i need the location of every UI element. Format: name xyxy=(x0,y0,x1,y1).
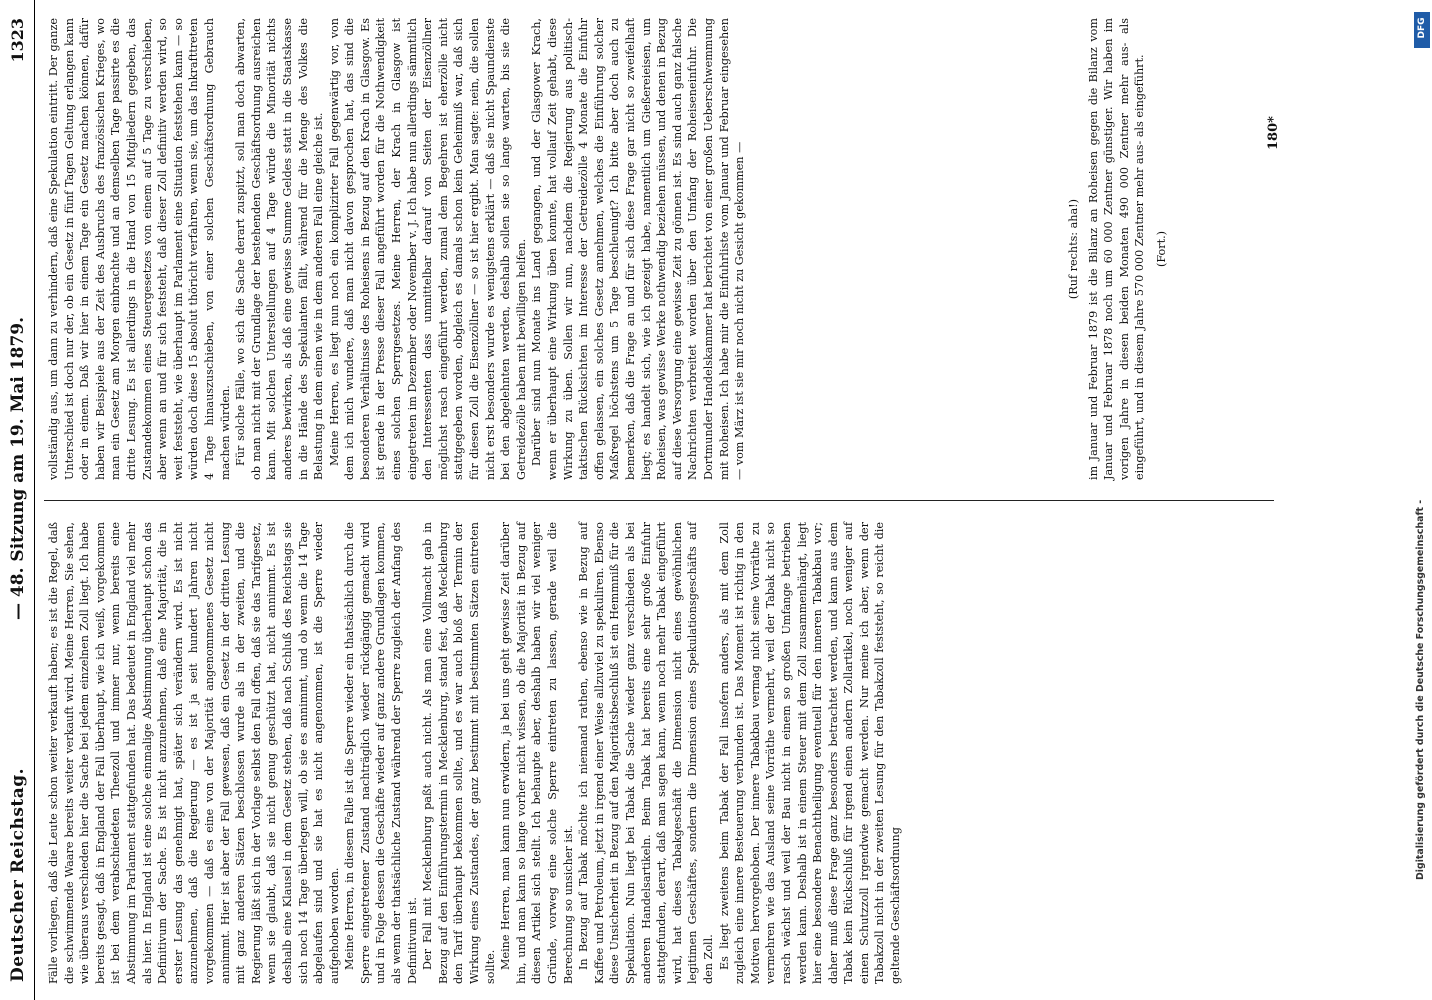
paragraph: Darüber sind nun Monate ins Land gegangen, und der Glasgower Krach, wenn er überhaupt eine Wirkung üben konnte, hat vollauf Zeit gehabt, diese Wirkung zu üben. Sollen wir nun, nachdem die Regierung aus politisch-taktischen Rücksichten im Interesse der Getreidezölle 4 Monate die Einfuhr offen gelassen, ein solches Gesetz annehmen, welches die Einführung solcher Maßregel höchstens um 5 Tage beschleunigt? Ich bitte aber doch auch zu bemerken, daß die Frage an und für sich diese Frage gar nicht so zweifelhaft liegt; es handelt sich, wie ich gezeigt habe, namentlich um Gießereieisen, um Roheisen, was gewisse Werke nothwendig beziehen müssen, und denen in Bezug auf diese Versorgung eine gewisse Zeit zu gönnen ist. Es sind auch ganz falsche Nachrichten verbreitet worden über den Umfang der Roheiseneinfuhr. Die Dortmunder Handelskammer hat berichtet von einer großen Ueberschwemmung mit Roheisen. Ich habe mir die Einfuhrliste vom Januar und Februar eingesehen — vom März ist sie mir noch nicht zu Gesicht gekommen — xyxy=(530,18,747,480)
logo-text: DFG xyxy=(1417,17,1427,39)
paragraph: Der Fall mit Mecklenburg paßt auch nicht. Als man eine Vollmacht gab in Bezug auf den Einführungstermin in Mecklenburg, stand fest, daß Mecklenburg den Tarif überhaupt bekommen sollte, und es war auch bloß der Termin der Wirkung eines Zustandes, der ganz bestimmt mit bestimmten Sätzen eintreten sollte. xyxy=(421,522,497,984)
right-column-lower xyxy=(1066,18,1170,480)
paragraph: Meine Herren, man kann nun erwidern, ja bei uns geht gewisse Zeit darüber hin, und man kann so lange vorher nicht wissen, ob die Majorität in Bezug auf diesen Artikel sich stellt. Ich behaupte aber, deshalb haben wir viel weniger Gründe, vorweg eine solche Sperre eintreten zu lassen, gerade weil die Berechnung so unsicher ist. xyxy=(499,522,575,984)
paragraph: In Bezug auf Tabak möchte ich niemand rathen, ebenso wie in Bezug auf Kaffee und Petroleum, jetzt in irgend einer Weise allzuviel zu spekuliren. Ebenso diese Unsicherheit in Bezug auf den Majoritätsbeschluß ist ein Hemmniß für die Spekulation. Nun liegt bei Tabak die Sache wieder ganz verschieden als bei anderen Handelsartikeln. Beim Tabak hat bereits eine sehr große Einfuhr stattgefunden, derart, daß man sagen kann, wenn noch mehr Tabak eingeführt wird, hat dieses Tabakgeschäft die Dimension nicht eines gewöhnlichen legitimen Geschäftes, sondern die Dimension eines Spekulationsgeschäfts auf den Zoll. xyxy=(577,522,715,984)
dfg-logo xyxy=(1414,12,1430,48)
paragraph: Meine Herren, es liegt nun noch ein komplizirter Fall gegenwärtig vor, von dem ich mich wundere, daß man nicht davon gesprochen hat, das sind die besonderen Verhältnisse des Roheisens in Bezug auf den Krach in Glasgow. Es ist gerade in der Presse dieser Fall angeführt worden für die Nothwendigkeit eines solchen Sperrgesetzes. Meine Herren, der Krach in Glasgow ist eingetreten im Dezember oder November v. J. Ich habe nun allerdings sämmtlich den Interessenten dass unmittelbar darauf von Seiten der Eisenzöllner möglichst rasch eingeführt werden, zumal dem Begehren ist eherzölle nicht stattgegeben worden, obgleich es damals schon kein Geheimniß war, daß sich für diesen Zoll die Eisenzöllner — so ist hier ergibt. Man sagte: nein, die sollen nicht erst besonders wurde es wenigstens erklärt — daß sie nicht Spaundienste bei den abgelehnten werden, deshalb sollen sie so lange warten, bis sie die Getreidezölle haben mit bewilligen helfen. xyxy=(327,18,528,480)
paragraph: im Januar und Februar 1879 ist die Bilanz an Roheisen gegen die Bilanz vom Januar und Februar 1878 noch um 60 000 Zentner günstiger. Wir haben im vorigen Jahre in diesen beiden Monaten 490 000 Zentner mehr aus- als eingeführt, und in diesem Jahre 570 000 Zentner mehr aus- als eingeführt. xyxy=(1086,18,1147,480)
paragraph: Es liegt zweitens beim Tabak der Fall insofern anders, als mit dem Zoll zugleich eine innere Besteuerung verbunden ist. Das Moment ist richtig in den Motiven hervorgehoben. Der innere Tabakbau vermag nicht seine Vorräthe zu vermehren wie das Ausland seine Vorräthe vermehrt, weil der Tabak nicht so rasch wächst und weil der Bau nicht in einem so großen Umfange betrieben werden kann. Deshalb ist in einem Steuer mit dem Zoll zusammenhängt, liegt hier eine besondere Benachtheiligung eventuell für den inneren Tabakbau vor; daher muß diese Frage ganz besonders betrachtet werden, und kann aus dem Tabak kein Rückschluß für irgend einen andern Zollartikel, noch weniger auf einen Schutzzoll irgendwie gemacht werden. Nur meine ich aber, wenn der Tabakzoll nicht in der zweiten Lesung für den Tabakzoll feststeht, so reicht die geltende Geschäftsordnung xyxy=(717,522,903,984)
continuation-note: (Fort.) xyxy=(1154,231,1168,268)
left-column xyxy=(46,522,904,984)
paragraph: Meine Herren, in diesem Falle ist die Sperre wieder ein thatsächlich durch die Sperre eingetretener Zustand nachträglich wieder rückgängig gemacht wird und in Folge dessen die Geschäfte wieder auf ganz andere Grundlagen kommen, als wenn der thatsächliche Zustand während der Sperre zugleich der Anfang des Definitivum ist. xyxy=(343,522,419,984)
digitization-credit xyxy=(1413,0,1431,1000)
paragraph: vollständig aus, um dann zu verhindern, daß eine Spekulation eintritt. Der ganze Unterschied ist doch nur der, ob ein Gesetz in fünf Tagen Geltung erlangen kann oder in einem. Daß wir hier in einem Tage ein Gesetz machen können, dafür haben wir Beispiele aus der Zeit des Ausbruchs des französischen Krieges, wo man ein Gesetz am Morgen einbrachte und an demselben Tage passirte es die dritte Lesung. Es ist allerdings in die Hand von 15 Mitgliedern gegeben, das Zustandekommen eines Steuergesetzes von einem auf 5 Tage zu verschieben, aber wenn an und für sich feststeht, daß dieser Zoll definitiv werden wird, so weit feststeht, wie überhaupt im Parlament eine Situation feststehen kann — so würden doch diese 15 absolut thöricht verfahren, wenn sie, um das Inkrafttreten 4 Tage hinauszuschieben, von einer solchen Geschäftsordnung Gebrauch machen würden. xyxy=(47,18,232,480)
page-header xyxy=(0,0,35,1000)
column-divider xyxy=(44,500,1274,501)
paragraph: Fälle vorliegen, daß die Leute schon weiter verkauft haben; es ist die Regel, daß die schwimmende Waare bereits weiter verkauft wird. Meine Herren, Sie sehen, wie überaus verschieden hier die Sache bei jedem einzelnen Zoll liegt. Ich habe bereits gesagt, daß in England der Fall überhaupt, wie ich weiß, vorgekommen ist bei dem verabschiedeten Theezoll und immer nur, wenn bereits eine Abstimmung im Parlament stattgefunden hat. Das bedeutet in England viel mehr als hier. In England ist eine solche einmalige Abstimmung überhaupt schon das Definitivum der Sache. Es ist nicht anzunehmen, daß eine Majorität, die in erster Lesung das genehmigt hat, später sich verändern wird. Es ist nicht anzunehmen, daß die Regierung — es ist ja seit hundert Jahren nicht vorgekommen — daß es eine von der Majorität angenommenes Gesetz nicht annimmt. Hier ist aber der Fall gewesen, daß ein Gesetz in der dritten Lesung mit ganz anderen Sätzen beschlossen wurde als in der zweiten, und die Regierung läßt sich in der Vorlage selbst den Fall offen, daß sie das Tarifgesetz, wenn sie glaubt, daß sie nicht genug geschützt hat, nicht annimmt. Es ist deshalb eine Klausel in dem Gesetz stehen, daß nach Schluß des Reichstags sie sich noch 14 Tage überlegen will, ob sie es annimmt, und ob wenn die 14 Tage abgelaufen sind und sie hat es nicht angenommen, ist die Sperre wieder aufgehoben worden. xyxy=(47,522,341,984)
page-number: 1323 xyxy=(8,18,27,63)
credit-text: Digitalisierung gefördert durch die Deutsche Forschungsgemeinschaft - xyxy=(1415,499,1426,880)
interjection: (Ruf rechts: aha!) xyxy=(1067,198,1080,300)
right-column xyxy=(46,18,748,480)
paragraph: Für solche Fälle, wo sich die Sache derart zuspitzt, soll man doch abwarten, ob man nicht mit der Grundlage der bestehenden Geschäftsordnung ausreichen kann. Mit solchen Unterstellungen auf 4 Tage würde die Minorität nichts anderes bewirken, als daß eine gewisse Summe Geldes statt in die Staatskasse in die Hände des Spekulanten fällt, während für die Menge des Volkes die Belastung in dem einen wie in dem anderen Fall eine gleiche ist. xyxy=(234,18,326,480)
sheet-number: 180* xyxy=(1266,116,1281,150)
session-heading: — 48. Sitzung am 19. Mai 1879. xyxy=(8,316,28,620)
running-title: Deutscher Reichstag. xyxy=(8,767,28,982)
